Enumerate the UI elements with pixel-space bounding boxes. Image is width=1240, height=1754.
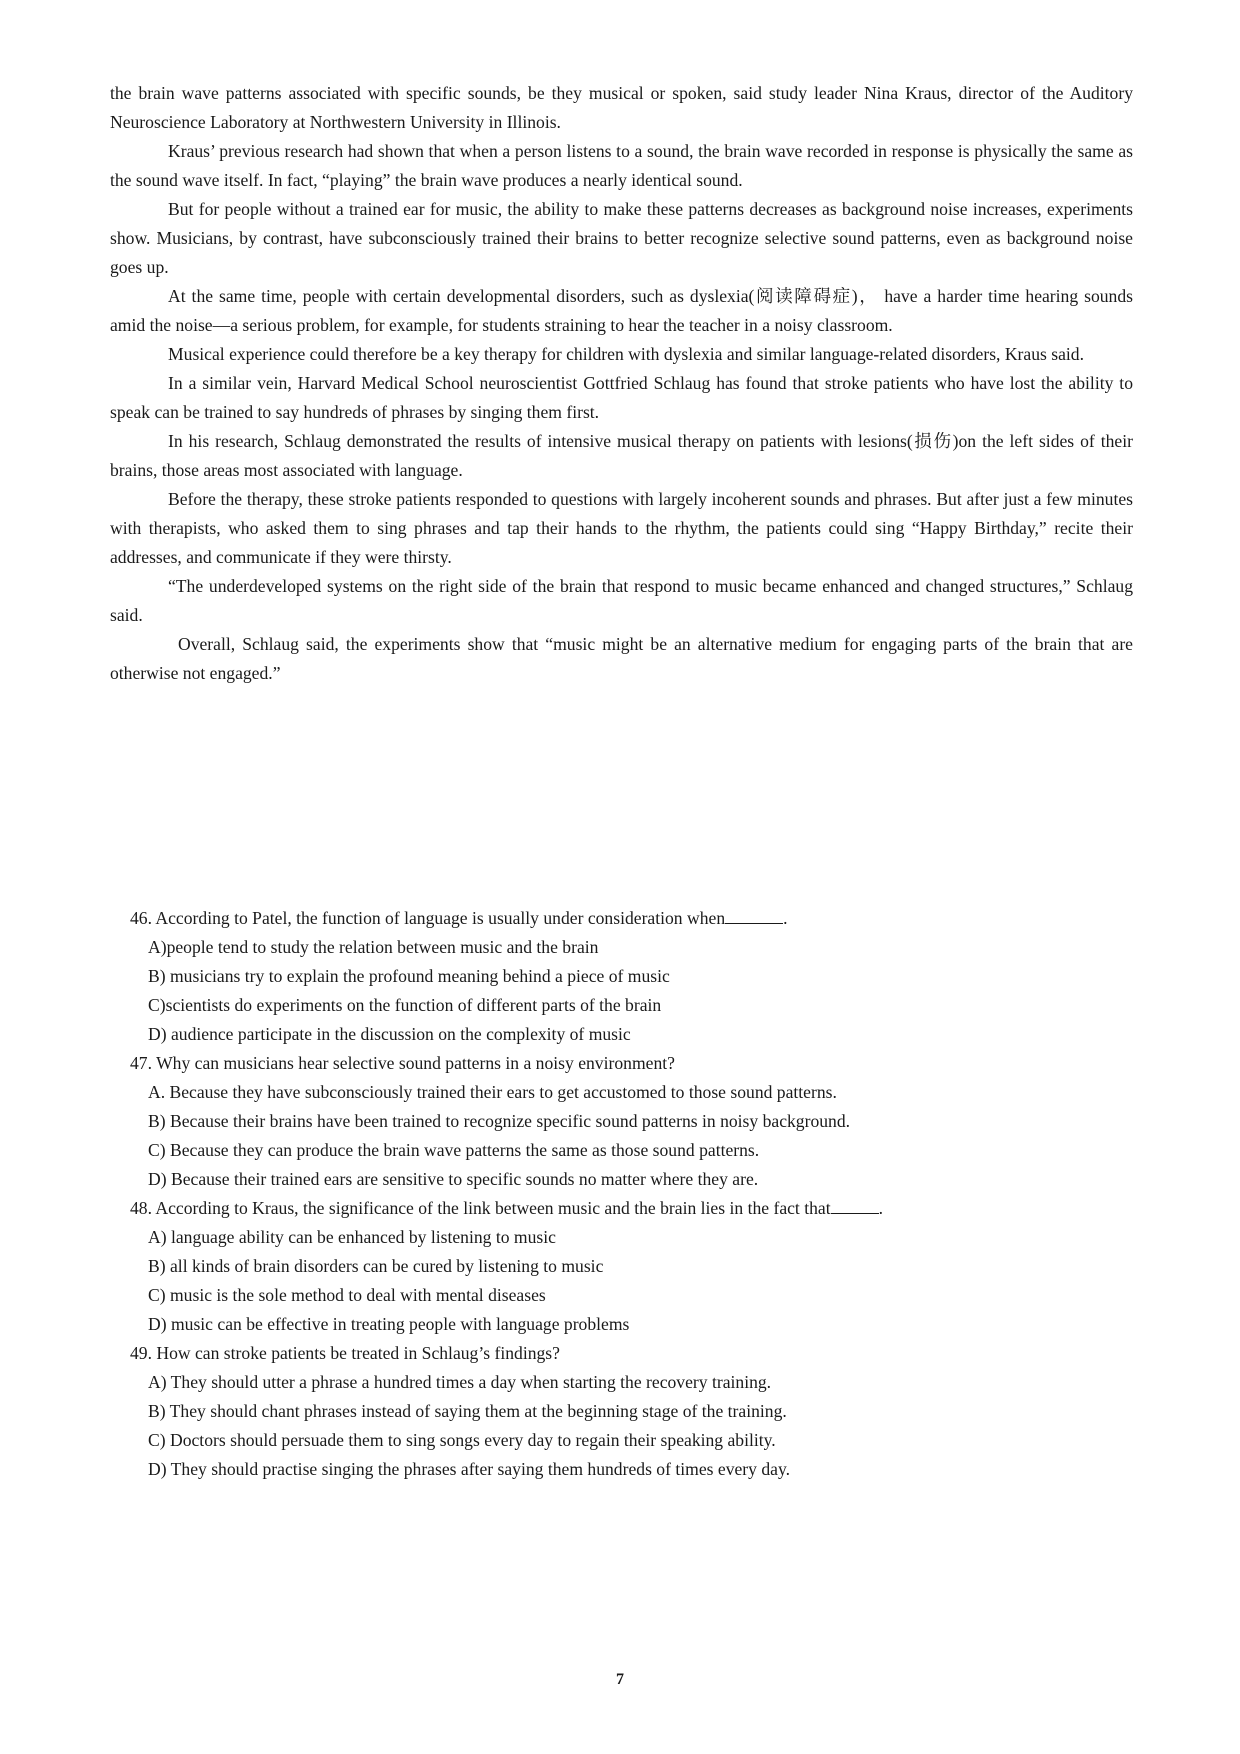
option-d: D) Because their trained ears are sensitive to specific sounds no matter where they are. [148, 1169, 759, 1189]
passage-paragraph: But for people without a trained ear for music, the ability to make these patterns decreases as background noise increases, experiments show. Musicians, by contrast, have subconsciously trained their brains to better recognize selective sound patterns, even as background noise goes up. [110, 199, 1133, 277]
question-47 [130, 1049, 1130, 1194]
passage-paragraph: In his research, Schlaug demonstrated the results of intensive musical therapy on patients with lesions(损伤)on the left sides of their brains, those areas most associated with language. [110, 431, 1133, 480]
question-list [130, 904, 1130, 1484]
answer-blank [725, 908, 783, 924]
option-a: A) They should utter a phrase a hundred times a day when starting the recovery training. [148, 1372, 772, 1392]
option-a: A) language ability can be enhanced by listening to music [148, 1227, 556, 1247]
option-c: C) music is the sole method to deal with mental diseases [148, 1285, 546, 1305]
question-stem: 49. How can stroke patients be treated in Schlaug’s findings? [130, 1343, 560, 1363]
option-d: D) They should practise singing the phrases after saying them hundreds of times every day. [148, 1459, 791, 1479]
passage-paragraph: “The underdeveloped systems on the right side of the brain that respond to music became enhanced and changed structures,” Schlaug said. [110, 576, 1133, 625]
question-49 [130, 1339, 1130, 1484]
option-b: B) Because their brains have been trained to recognize specific sound patterns in noisy background. [148, 1111, 851, 1131]
passage-paragraph: the brain wave patterns associated with specific sounds, be they musical or spoken, said study leader Nina Kraus, director of the Auditory Neuroscience Laboratory at Northwestern University in Illinois. [110, 83, 1133, 132]
option-c: C)scientists do experiments on the function of different parts of the brain [148, 995, 662, 1015]
passage-paragraph: At the same time, people with certain developmental disorders, such as dyslexia(阅读障碍症)， have a harder time hearing sounds amid the noise—a serious problem, for example, for students straining to hear the teacher in a noisy classroom. [110, 286, 1133, 335]
question-48 [130, 1194, 1130, 1339]
passage-paragraph: Overall, Schlaug said, the experiments show that “music might be an alternative medium for engaging parts of the brain that are otherwise not engaged.” [110, 634, 1133, 683]
question-46 [130, 904, 1130, 1049]
question-stem: 47. Why can musicians hear selective sound patterns in a noisy environment? [130, 1053, 675, 1073]
passage-paragraph: Kraus’ previous research had shown that when a person listens to a sound, the brain wave recorded in response is physically the same as the sound wave itself. In fact, “playing” the brain wave produces a nearly identical sound. [110, 141, 1133, 190]
passage-paragraph: Before the therapy, these stroke patients responded to questions with largely incoherent sounds and phrases. But after just a few minutes with therapists, who asked them to sing phrases and tap their hands to the rhythm, the patients could sing “Happy Birthday,” recite their addresses, and communicate if they were thirsty. [110, 489, 1133, 567]
option-b: B) They should chant phrases instead of saying them at the beginning stage of the training. [148, 1401, 787, 1421]
option-b: B) musicians try to explain the profound meaning behind a piece of music [148, 966, 670, 986]
option-b: B) all kinds of brain disorders can be cured by listening to music [148, 1256, 604, 1276]
passage-paragraph: Musical experience could therefore be a key therapy for children with dyslexia and similar language-related disorders, Kraus said. [168, 344, 1084, 364]
option-d: D) audience participate in the discussion on the complexity of music [148, 1024, 631, 1044]
page-number: 7 [616, 1671, 624, 1688]
passage-paragraph: In a similar vein, Harvard Medical School neuroscientist Gottfried Schlaug has found that stroke patients who have lost the ability to speak can be trained to say hundreds of phrases by singing them first. [110, 373, 1133, 422]
option-a: A)people tend to study the relation between music and the brain [148, 937, 599, 957]
option-d: D) music can be effective in treating people with language problems [148, 1314, 630, 1334]
question-stem: 46. According to Patel, the function of language is usually under consideration when . [130, 908, 788, 928]
option-c: C) Because they can produce the brain wave patterns the same as those sound patterns. [148, 1140, 760, 1160]
question-stem: 48. According to Kraus, the significance of the link between music and the brain lies in the fact that . [130, 1198, 884, 1218]
option-a: A. Because they have subconsciously trained their ears to get accustomed to those sound patterns. [148, 1082, 837, 1102]
answer-blank [831, 1198, 879, 1214]
reading-passage [110, 79, 1133, 688]
option-c: C) Doctors should persuade them to sing songs every day to regain their speaking ability. [148, 1430, 776, 1450]
